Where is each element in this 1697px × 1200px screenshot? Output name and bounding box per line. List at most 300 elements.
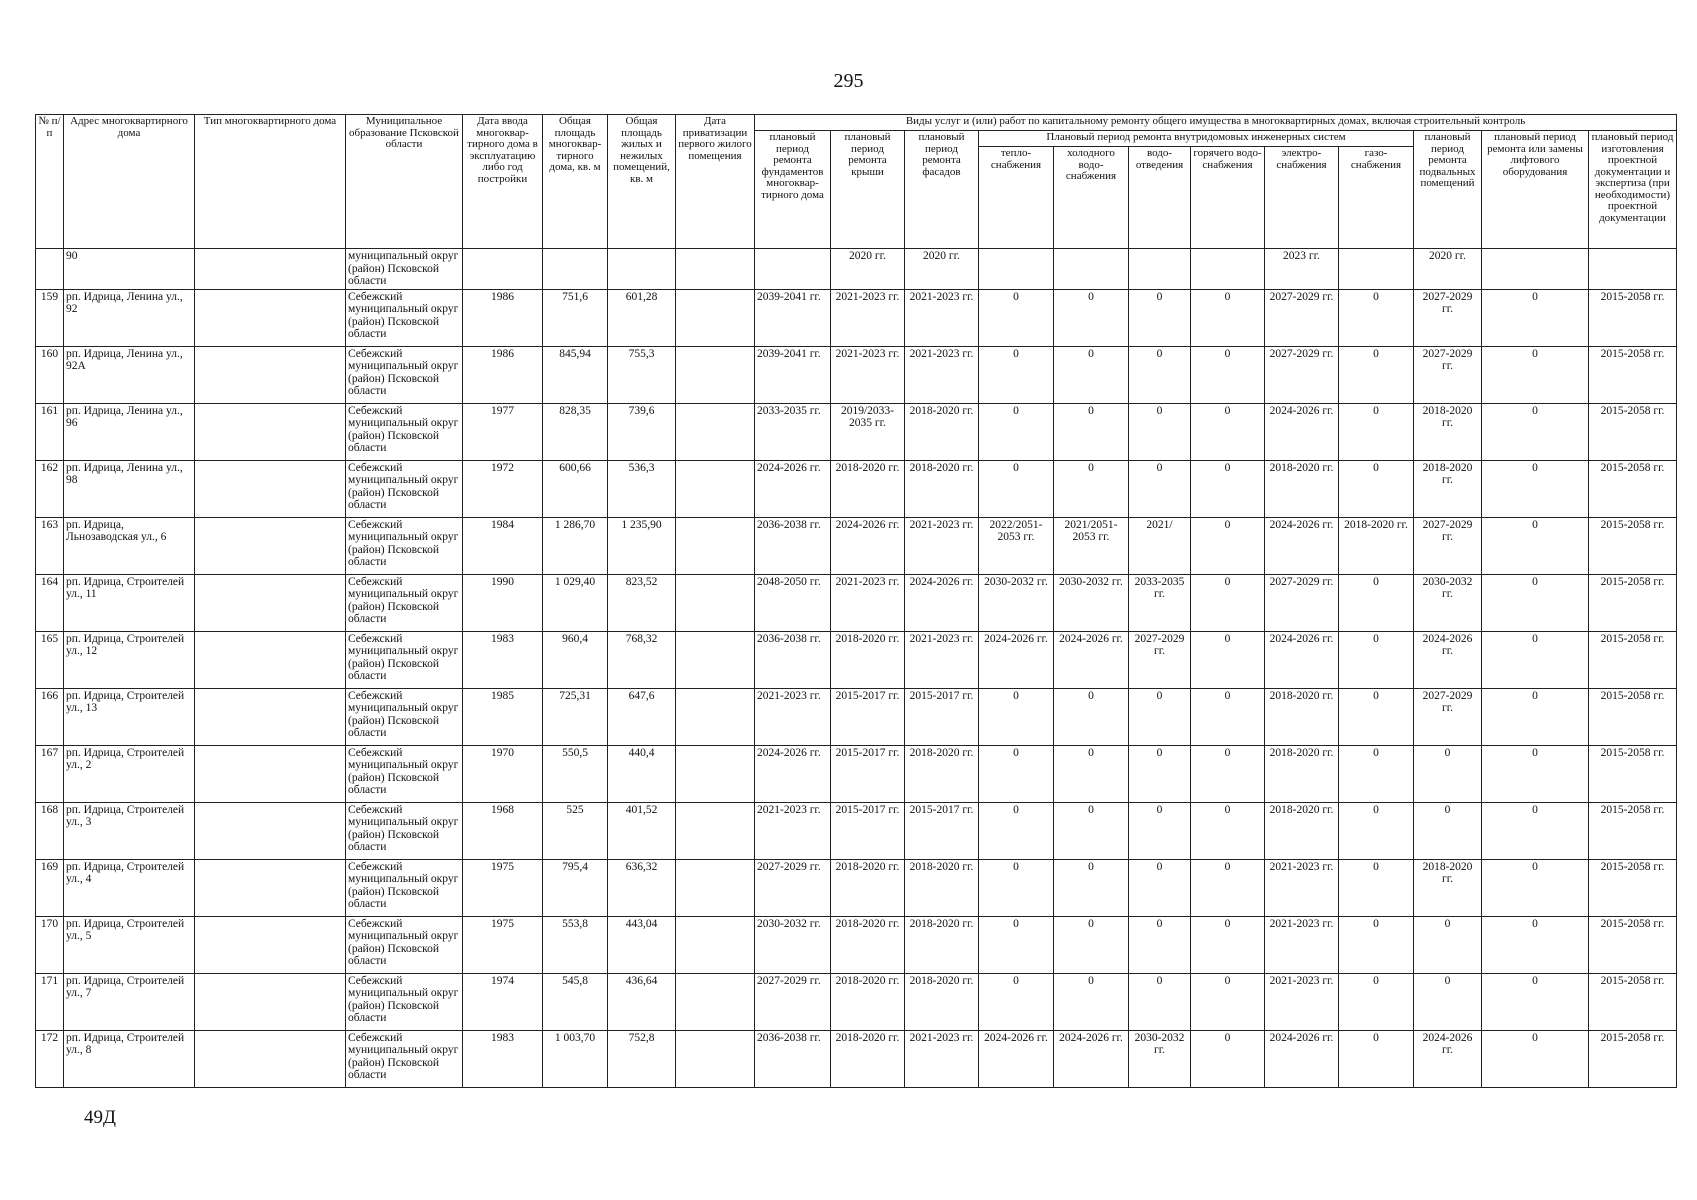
cell-total: 751,6 bbox=[543, 289, 608, 346]
cell-hot bbox=[1191, 249, 1265, 290]
cell-num: 171 bbox=[36, 973, 64, 1030]
cell-total: 795,4 bbox=[543, 859, 608, 916]
cell-facades: 2020 гг. bbox=[905, 249, 979, 290]
cell-roof: 2021-2023 гг. bbox=[831, 574, 905, 631]
table-row bbox=[36, 973, 1677, 1030]
cell-total: 845,94 bbox=[543, 346, 608, 403]
cell-municipality: Себежский муниципальный округ (район) Псковской области bbox=[346, 802, 463, 859]
cell-elevator: 0 bbox=[1482, 688, 1589, 745]
cell-priv bbox=[676, 289, 755, 346]
cell-facades: 2018-2020 гг. bbox=[905, 460, 979, 517]
cell-address: рп. Идрица, Строителей ул., 4 bbox=[64, 859, 195, 916]
cell-living: 636,32 bbox=[608, 859, 676, 916]
cell-foundations: 2036-2038 гг. bbox=[755, 1030, 831, 1087]
cell-cold: 0 bbox=[1054, 289, 1129, 346]
cell-sewer: 2021/ bbox=[1129, 517, 1191, 574]
cell-num: 161 bbox=[36, 403, 64, 460]
cell-priv bbox=[676, 688, 755, 745]
cell-roof: 2018-2020 гг. bbox=[831, 916, 905, 973]
cell-elevator: 0 bbox=[1482, 346, 1589, 403]
cell-facades: 2021-2023 гг. bbox=[905, 289, 979, 346]
table-row bbox=[36, 346, 1677, 403]
cell-design: 2015-2058 гг. bbox=[1589, 289, 1677, 346]
cell-foundations: 2048-2050 гг. bbox=[755, 574, 831, 631]
cell-facades: 2021-2023 гг. bbox=[905, 1030, 979, 1087]
cell-municipality: Себежский муниципальный округ (район) Псковской области bbox=[346, 688, 463, 745]
cell-foundations: 2021-2023 гг. bbox=[755, 688, 831, 745]
cell-basement: 2020 гг. bbox=[1414, 249, 1482, 290]
cell-cold: 2030-2032 гг. bbox=[1054, 574, 1129, 631]
col-cold-water: холодного водо-снабжения bbox=[1054, 147, 1129, 249]
cell-priv bbox=[676, 517, 755, 574]
cell-facades: 2015-2017 гг. bbox=[905, 802, 979, 859]
cell-living: 436,64 bbox=[608, 973, 676, 1030]
cell-cold: 2021/2051-2053 гг. bbox=[1054, 517, 1129, 574]
cell-living: 647,6 bbox=[608, 688, 676, 745]
cell-address: рп. Идрица, Ленина ул., 92А bbox=[64, 346, 195, 403]
cell-cold: 2024-2026 гг. bbox=[1054, 631, 1129, 688]
cell-total: 525 bbox=[543, 802, 608, 859]
cell-elevator: 0 bbox=[1482, 517, 1589, 574]
cell-total: 1 003,70 bbox=[543, 1030, 608, 1087]
cell-elevator: 0 bbox=[1482, 631, 1589, 688]
cell-basement: 2027-2029 гг. bbox=[1414, 289, 1482, 346]
cell-type bbox=[195, 802, 346, 859]
cell-type bbox=[195, 289, 346, 346]
cell-living: 768,32 bbox=[608, 631, 676, 688]
cell-year: 1968 bbox=[463, 802, 543, 859]
cell-municipality: Себежский муниципальный округ (район) Псковской области bbox=[346, 460, 463, 517]
cell-living: 443,04 bbox=[608, 916, 676, 973]
cell-basement: 2018-2020 гг. bbox=[1414, 460, 1482, 517]
cell-hot: 0 bbox=[1191, 403, 1265, 460]
cell-living: 752,8 bbox=[608, 1030, 676, 1087]
cell-foundations: 2039-2041 гг. bbox=[755, 346, 831, 403]
cell-priv bbox=[676, 745, 755, 802]
cell-num: 164 bbox=[36, 574, 64, 631]
cell-total: 828,35 bbox=[543, 403, 608, 460]
cell-priv bbox=[676, 346, 755, 403]
cell-roof: 2019/2033-2035 гг. bbox=[831, 403, 905, 460]
cell-priv bbox=[676, 249, 755, 290]
cell-elevator: 0 bbox=[1482, 916, 1589, 973]
cell-facades: 2021-2023 гг. bbox=[905, 517, 979, 574]
cell-basement: 2024-2026 гг. bbox=[1414, 1030, 1482, 1087]
cell-design: 2015-2058 гг. bbox=[1589, 916, 1677, 973]
col-type: Тип многоквартирного дома bbox=[195, 115, 346, 249]
col-gas: газо-снабжения bbox=[1339, 147, 1414, 249]
table-row bbox=[36, 631, 1677, 688]
cell-num: 172 bbox=[36, 1030, 64, 1087]
cell-address: рп. Идрица, Строителей ул., 7 bbox=[64, 973, 195, 1030]
table-row bbox=[36, 802, 1677, 859]
col-num: № п/п bbox=[36, 115, 64, 249]
cell-roof: 2018-2020 гг. bbox=[831, 1030, 905, 1087]
cell-priv bbox=[676, 859, 755, 916]
cell-num: 168 bbox=[36, 802, 64, 859]
cell-design: 2015-2058 гг. bbox=[1589, 403, 1677, 460]
works-group-header: Виды услуг и (или) работ по капитальному ремонту общего имущества в многоквартирных домах, включая строительный контроль bbox=[755, 115, 1677, 131]
cell-design: 2015-2058 гг. bbox=[1589, 460, 1677, 517]
cell-heat: 0 bbox=[979, 346, 1054, 403]
cell-design: 2015-2058 гг. bbox=[1589, 574, 1677, 631]
table-row bbox=[36, 1030, 1677, 1087]
cell-type bbox=[195, 460, 346, 517]
cell-living: 401,52 bbox=[608, 802, 676, 859]
cell-gas: 2018-2020 гг. bbox=[1339, 517, 1414, 574]
cell-living: 440,4 bbox=[608, 745, 676, 802]
cell-sewer: 0 bbox=[1129, 688, 1191, 745]
cell-total: 725,31 bbox=[543, 688, 608, 745]
cell-gas: 0 bbox=[1339, 289, 1414, 346]
cell-hot: 0 bbox=[1191, 688, 1265, 745]
cell-foundations: 2027-2029 гг. bbox=[755, 859, 831, 916]
cell-facades: 2024-2026 гг. bbox=[905, 574, 979, 631]
cell-municipality: Себежский муниципальный округ (район) Псковской области bbox=[346, 916, 463, 973]
cell-priv bbox=[676, 802, 755, 859]
cell-basement: 2018-2020 гг. bbox=[1414, 403, 1482, 460]
cell-municipality: Себежский муниципальный округ (район) Псковской области bbox=[346, 631, 463, 688]
cell-heat: 0 bbox=[979, 859, 1054, 916]
cell-roof: 2020 гг. bbox=[831, 249, 905, 290]
cell-priv bbox=[676, 460, 755, 517]
cell-electric: 2021-2023 гг. bbox=[1265, 973, 1339, 1030]
cell-type bbox=[195, 745, 346, 802]
cell-hot: 0 bbox=[1191, 460, 1265, 517]
cell-design: 2015-2058 гг. bbox=[1589, 859, 1677, 916]
cell-municipality: Себежский муниципальный округ (район) Псковской области bbox=[346, 859, 463, 916]
cell-municipality: Себежский муниципальный округ (район) Псковской области bbox=[346, 403, 463, 460]
cell-year: 1990 bbox=[463, 574, 543, 631]
cell-year: 1986 bbox=[463, 346, 543, 403]
cell-total: 960,4 bbox=[543, 631, 608, 688]
cell-foundations: 2030-2032 гг. bbox=[755, 916, 831, 973]
cell-electric: 2021-2023 гг. bbox=[1265, 916, 1339, 973]
cell-cold: 0 bbox=[1054, 859, 1129, 916]
cell-living bbox=[608, 249, 676, 290]
cell-num: 165 bbox=[36, 631, 64, 688]
cell-design: 2015-2058 гг. bbox=[1589, 973, 1677, 1030]
col-electric: электро-снабжения bbox=[1265, 147, 1339, 249]
cell-sewer: 2033-2035 гг. bbox=[1129, 574, 1191, 631]
table-row bbox=[36, 745, 1677, 802]
cell-address: рп. Идрица, Строителей ул., 8 bbox=[64, 1030, 195, 1087]
cell-address: рп. Идрица, Ленина ул., 98 bbox=[64, 460, 195, 517]
cell-priv bbox=[676, 631, 755, 688]
cell-electric: 2018-2020 гг. bbox=[1265, 688, 1339, 745]
cell-total: 1 029,40 bbox=[543, 574, 608, 631]
cell-year: 1986 bbox=[463, 289, 543, 346]
cell-elevator: 0 bbox=[1482, 403, 1589, 460]
cell-electric: 2023 гг. bbox=[1265, 249, 1339, 290]
cell-hot: 0 bbox=[1191, 1030, 1265, 1087]
cell-electric: 2027-2029 гг. bbox=[1265, 289, 1339, 346]
table-row bbox=[36, 859, 1677, 916]
cell-hot: 0 bbox=[1191, 802, 1265, 859]
col-municipality: Муниципальное образование Псковской области bbox=[346, 115, 463, 249]
cell-year: 1985 bbox=[463, 688, 543, 745]
cell-design bbox=[1589, 249, 1677, 290]
cell-design: 2015-2058 гг. bbox=[1589, 517, 1677, 574]
cell-type bbox=[195, 973, 346, 1030]
table-body bbox=[36, 249, 1677, 1088]
table-row bbox=[36, 574, 1677, 631]
col-commission-date: Дата ввода многоквар-тирного дома в эксплуатацию либо год постройки bbox=[463, 115, 543, 249]
cell-roof: 2021-2023 гг. bbox=[831, 289, 905, 346]
cell-foundations: 2039-2041 гг. bbox=[755, 289, 831, 346]
cell-sewer: 0 bbox=[1129, 460, 1191, 517]
cell-heat: 2030-2032 гг. bbox=[979, 574, 1054, 631]
cell-roof: 2018-2020 гг. bbox=[831, 631, 905, 688]
cell-facades: 2015-2017 гг. bbox=[905, 688, 979, 745]
cell-year: 1977 bbox=[463, 403, 543, 460]
cell-elevator: 0 bbox=[1482, 460, 1589, 517]
cell-heat: 0 bbox=[979, 973, 1054, 1030]
cell-cold: 0 bbox=[1054, 802, 1129, 859]
cell-address: рп. Идрица, Строителей ул., 3 bbox=[64, 802, 195, 859]
cell-sewer: 0 bbox=[1129, 802, 1191, 859]
cell-address: рп. Идрица, Строителей ул., 13 bbox=[64, 688, 195, 745]
cell-gas: 0 bbox=[1339, 916, 1414, 973]
cell-living: 1 235,90 bbox=[608, 517, 676, 574]
cell-elevator: 0 bbox=[1482, 745, 1589, 802]
cell-design: 2015-2058 гг. bbox=[1589, 802, 1677, 859]
cell-basement: 0 bbox=[1414, 916, 1482, 973]
cell-foundations: 2027-2029 гг. bbox=[755, 973, 831, 1030]
cell-priv bbox=[676, 1030, 755, 1087]
cell-roof: 2015-2017 гг. bbox=[831, 745, 905, 802]
cell-year: 1983 bbox=[463, 631, 543, 688]
cell-num: 160 bbox=[36, 346, 64, 403]
cell-municipality: Себежский муниципальный округ (район) Псковской области bbox=[346, 973, 463, 1030]
cell-type bbox=[195, 346, 346, 403]
cell-heat: 0 bbox=[979, 916, 1054, 973]
cell-hot: 0 bbox=[1191, 745, 1265, 802]
cell-cold: 0 bbox=[1054, 688, 1129, 745]
cell-hot: 0 bbox=[1191, 916, 1265, 973]
cell-roof: 2018-2020 гг. bbox=[831, 460, 905, 517]
cell-elevator: 0 bbox=[1482, 973, 1589, 1030]
cell-foundations: 2024-2026 гг. bbox=[755, 460, 831, 517]
table-row bbox=[36, 517, 1677, 574]
cell-num bbox=[36, 249, 64, 290]
cell-heat: 0 bbox=[979, 802, 1054, 859]
cell-gas: 0 bbox=[1339, 688, 1414, 745]
cell-electric: 2027-2029 гг. bbox=[1265, 574, 1339, 631]
cell-design: 2015-2058 гг. bbox=[1589, 346, 1677, 403]
cell-electric: 2024-2026 гг. bbox=[1265, 1030, 1339, 1087]
cell-gas: 0 bbox=[1339, 631, 1414, 688]
col-elevator: плановый период ремонта или замены лифтового оборудования bbox=[1482, 131, 1589, 249]
cell-year: 1970 bbox=[463, 745, 543, 802]
capital-repair-table bbox=[35, 114, 1677, 1088]
cell-roof: 2018-2020 гг. bbox=[831, 859, 905, 916]
cell-heat: 2024-2026 гг. bbox=[979, 631, 1054, 688]
cell-gas: 0 bbox=[1339, 859, 1414, 916]
cell-num: 159 bbox=[36, 289, 64, 346]
cell-sewer: 2027-2029 гг. bbox=[1129, 631, 1191, 688]
cell-total: 550,5 bbox=[543, 745, 608, 802]
cell-heat: 0 bbox=[979, 688, 1054, 745]
cell-electric: 2018-2020 гг. bbox=[1265, 460, 1339, 517]
cell-sewer: 0 bbox=[1129, 973, 1191, 1030]
cell-facades: 2018-2020 гг. bbox=[905, 745, 979, 802]
cell-type bbox=[195, 631, 346, 688]
cell-hot: 0 bbox=[1191, 859, 1265, 916]
cell-electric: 2024-2026 гг. bbox=[1265, 403, 1339, 460]
cell-heat: 0 bbox=[979, 460, 1054, 517]
cell-gas: 0 bbox=[1339, 574, 1414, 631]
cell-year: 1975 bbox=[463, 859, 543, 916]
cell-facades: 2018-2020 гг. bbox=[905, 403, 979, 460]
cell-basement: 2030-2032 гг. bbox=[1414, 574, 1482, 631]
col-total-area: Общая площадь многоквар-тирного дома, кв. м bbox=[543, 115, 608, 249]
cell-type bbox=[195, 403, 346, 460]
col-basement: плановый период ремонта подвальных помещений bbox=[1414, 131, 1482, 249]
footer-mark: 49Д bbox=[84, 1107, 116, 1128]
cell-municipality: Себежский муниципальный округ (район) Псковской области bbox=[346, 289, 463, 346]
cell-living: 755,3 bbox=[608, 346, 676, 403]
cell-type bbox=[195, 1030, 346, 1087]
cell-living: 739,6 bbox=[608, 403, 676, 460]
col-sewer: водо-отведения bbox=[1129, 147, 1191, 249]
cell-elevator: 0 bbox=[1482, 289, 1589, 346]
cell-address: рп. Идрица, Строителей ул., 11 bbox=[64, 574, 195, 631]
table-row bbox=[36, 460, 1677, 517]
cell-sewer: 0 bbox=[1129, 916, 1191, 973]
cell-electric: 2024-2026 гг. bbox=[1265, 517, 1339, 574]
cell-foundations: 2036-2038 гг. bbox=[755, 631, 831, 688]
cell-elevator: 0 bbox=[1482, 802, 1589, 859]
cell-living: 823,52 bbox=[608, 574, 676, 631]
cell-hot: 0 bbox=[1191, 973, 1265, 1030]
table-header bbox=[36, 115, 1677, 249]
cell-design: 2015-2058 гг. bbox=[1589, 1030, 1677, 1087]
cell-hot: 0 bbox=[1191, 517, 1265, 574]
cell-elevator: 0 bbox=[1482, 859, 1589, 916]
col-living-area: Общая площадь жилых и нежилых помещений, кв. м bbox=[608, 115, 676, 249]
table-row bbox=[36, 249, 1677, 290]
col-roof: плановый период ремонта крыши bbox=[831, 131, 905, 249]
cell-electric: 2021-2023 гг. bbox=[1265, 859, 1339, 916]
cell-electric: 2018-2020 гг. bbox=[1265, 802, 1339, 859]
cell-year: 1984 bbox=[463, 517, 543, 574]
cell-municipality: Себежский муниципальный округ (район) Псковской области bbox=[346, 517, 463, 574]
cell-cold: 0 bbox=[1054, 346, 1129, 403]
cell-cold: 0 bbox=[1054, 403, 1129, 460]
cell-foundations: 2033-2035 гг. bbox=[755, 403, 831, 460]
cell-gas: 0 bbox=[1339, 745, 1414, 802]
cell-heat bbox=[979, 249, 1054, 290]
cell-basement: 2018-2020 гг. bbox=[1414, 859, 1482, 916]
cell-year bbox=[463, 249, 543, 290]
cell-address: 90 bbox=[64, 249, 195, 290]
col-foundations: плановый период ремонта фундаментов многоквар-тирного дома bbox=[755, 131, 831, 249]
cell-municipality: Себежский муниципальный округ (район) Псковской области bbox=[346, 574, 463, 631]
cell-foundations: 2021-2023 гг. bbox=[755, 802, 831, 859]
col-privatization-date: Дата приватизации первого жилого помещения bbox=[676, 115, 755, 249]
cell-heat: 0 bbox=[979, 745, 1054, 802]
cell-basement: 2027-2029 гг. bbox=[1414, 688, 1482, 745]
cell-electric: 2024-2026 гг. bbox=[1265, 631, 1339, 688]
cell-basement: 0 bbox=[1414, 745, 1482, 802]
cell-facades: 2018-2020 гг. bbox=[905, 916, 979, 973]
cell-num: 169 bbox=[36, 859, 64, 916]
cell-address: рп. Идрица, Льнозаводская ул., 6 bbox=[64, 517, 195, 574]
cell-facades: 2018-2020 гг. bbox=[905, 859, 979, 916]
cell-roof: 2021-2023 гг. bbox=[831, 346, 905, 403]
cell-gas: 0 bbox=[1339, 403, 1414, 460]
cell-year: 1972 bbox=[463, 460, 543, 517]
cell-type bbox=[195, 859, 346, 916]
col-address: Адрес многоквартирного дома bbox=[64, 115, 195, 249]
table-row bbox=[36, 289, 1677, 346]
cell-foundations: 2024-2026 гг. bbox=[755, 745, 831, 802]
cell-municipality: муниципальный округ (район) Псковской области bbox=[346, 249, 463, 290]
table-row bbox=[36, 403, 1677, 460]
col-heat: тепло-снабжения bbox=[979, 147, 1054, 249]
cell-heat: 0 bbox=[979, 403, 1054, 460]
cell-cold: 0 bbox=[1054, 745, 1129, 802]
cell-cold: 0 bbox=[1054, 460, 1129, 517]
cell-gas: 0 bbox=[1339, 460, 1414, 517]
cell-year: 1975 bbox=[463, 916, 543, 973]
cell-hot: 0 bbox=[1191, 631, 1265, 688]
cell-basement: 2027-2029 гг. bbox=[1414, 517, 1482, 574]
engineering-group-header: Плановый период ремонта внутридомовых инженерных систем bbox=[979, 131, 1414, 147]
cell-heat: 2024-2026 гг. bbox=[979, 1030, 1054, 1087]
cell-facades: 2021-2023 гг. bbox=[905, 346, 979, 403]
cell-num: 170 bbox=[36, 916, 64, 973]
cell-priv bbox=[676, 403, 755, 460]
cell-num: 162 bbox=[36, 460, 64, 517]
cell-num: 163 bbox=[36, 517, 64, 574]
cell-address: рп. Идрица, Ленина ул., 96 bbox=[64, 403, 195, 460]
cell-gas: 0 bbox=[1339, 346, 1414, 403]
cell-facades: 2018-2020 гг. bbox=[905, 973, 979, 1030]
cell-foundations: 2036-2038 гг. bbox=[755, 517, 831, 574]
cell-hot: 0 bbox=[1191, 574, 1265, 631]
cell-total: 545,8 bbox=[543, 973, 608, 1030]
cell-cold: 0 bbox=[1054, 916, 1129, 973]
cell-type bbox=[195, 916, 346, 973]
cell-num: 167 bbox=[36, 745, 64, 802]
cell-living: 601,28 bbox=[608, 289, 676, 346]
cell-municipality: Себежский муниципальный округ (район) Псковской области bbox=[346, 346, 463, 403]
cell-type bbox=[195, 517, 346, 574]
cell-gas: 0 bbox=[1339, 802, 1414, 859]
cell-roof: 2015-2017 гг. bbox=[831, 688, 905, 745]
cell-address: рп. Идрица, Строителей ул., 2 bbox=[64, 745, 195, 802]
cell-basement: 0 bbox=[1414, 802, 1482, 859]
cell-total bbox=[543, 249, 608, 290]
cell-priv bbox=[676, 973, 755, 1030]
cell-basement: 0 bbox=[1414, 973, 1482, 1030]
cell-cold bbox=[1054, 249, 1129, 290]
cell-gas bbox=[1339, 249, 1414, 290]
cell-elevator: 0 bbox=[1482, 574, 1589, 631]
cell-design: 2015-2058 гг. bbox=[1589, 745, 1677, 802]
cell-elevator: 0 bbox=[1482, 1030, 1589, 1087]
col-facades: плановый период ремонта фасадов bbox=[905, 131, 979, 249]
cell-municipality: Себежский муниципальный округ (район) Псковской области bbox=[346, 1030, 463, 1087]
cell-priv bbox=[676, 574, 755, 631]
cell-living: 536,3 bbox=[608, 460, 676, 517]
cell-electric: 2018-2020 гг. bbox=[1265, 745, 1339, 802]
cell-priv bbox=[676, 916, 755, 973]
cell-hot: 0 bbox=[1191, 346, 1265, 403]
cell-sewer: 0 bbox=[1129, 403, 1191, 460]
